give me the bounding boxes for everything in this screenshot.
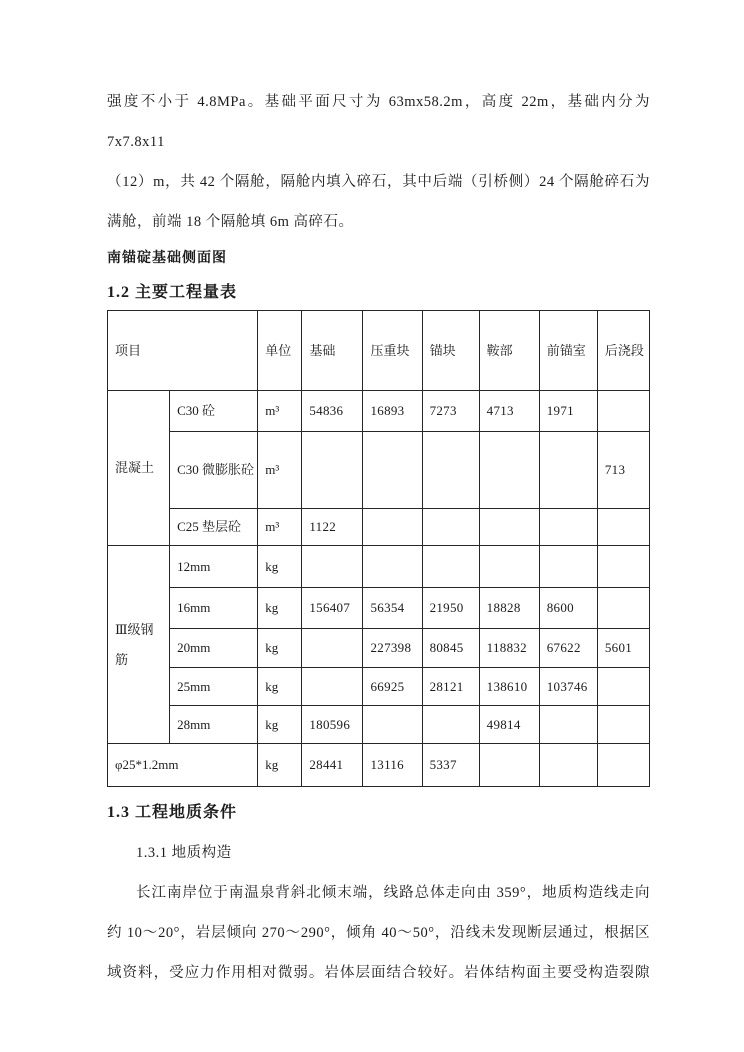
value-cell: 138610: [479, 668, 539, 706]
value-cell: 103746: [539, 668, 597, 706]
value-cell: 21950: [422, 588, 479, 629]
intro-line: 满舱，前端 18 个隔舱填 6m 高碎石。: [107, 214, 354, 230]
value-cell: [597, 706, 649, 744]
table-row: [108, 706, 650, 744]
item-cell: 16mm: [170, 588, 258, 629]
value-cell: [539, 546, 597, 588]
value-cell: 5337: [422, 744, 479, 787]
geology-line: 约 10～20°，岩层倾向 270～290°，倾角 40～50°，沿线未发现断层通过，根据区: [107, 925, 650, 941]
column-header: 单位: [258, 311, 302, 391]
item-cell: 12mm: [170, 546, 258, 588]
value-cell: [479, 744, 539, 787]
value-cell: [422, 706, 479, 744]
value-cell: [539, 432, 597, 509]
table-row: [108, 509, 650, 546]
column-header: 鞍部: [479, 311, 539, 391]
item-cell: C25 垫层砼: [170, 509, 258, 546]
group-cell: Ⅲ级钢筋: [108, 546, 170, 744]
column-header: 前锚室: [539, 311, 597, 391]
value-cell: [363, 509, 422, 546]
table-row: [108, 668, 650, 706]
page-content: [107, 0, 650, 993]
table-row: [108, 744, 650, 787]
unit-cell: kg: [258, 629, 302, 668]
value-cell: [597, 668, 649, 706]
table-row: [108, 546, 650, 588]
column-header: 锚块: [422, 311, 479, 391]
value-cell: [302, 629, 363, 668]
item-cell: C30 微膨胀砼: [170, 432, 258, 509]
value-cell: [597, 546, 649, 588]
value-cell: [597, 588, 649, 629]
unit-cell: m³: [258, 432, 302, 509]
unit-cell: kg: [258, 744, 302, 787]
value-cell: 1971: [539, 391, 597, 432]
table-header-row: [108, 311, 650, 391]
value-cell: 28121: [422, 668, 479, 706]
value-cell: 28441: [302, 744, 363, 787]
value-cell: 18828: [479, 588, 539, 629]
value-cell: [422, 546, 479, 588]
item-cell: 28mm: [170, 706, 258, 744]
value-cell: [597, 391, 649, 432]
value-cell: 56354: [363, 588, 422, 629]
intro-line: 强度不小于 4.8MPa。基础平面尺寸为 63mx58.2m，高度 22m，基础内分为 7x7.8x11: [107, 94, 650, 150]
value-cell: 13116: [363, 744, 422, 787]
value-cell: [597, 509, 649, 546]
value-cell: [302, 546, 363, 588]
intro-line: （12）m，共 42 个隔舱，隔舱内填入碎石，其中后端（引桥侧）24 个隔舱碎石为: [107, 174, 650, 190]
value-cell: 118832: [479, 629, 539, 668]
value-cell: [363, 706, 422, 744]
value-cell: [539, 706, 597, 744]
column-header: 压重块: [363, 311, 422, 391]
unit-cell: kg: [258, 668, 302, 706]
section-1-3-1-heading: 1.3.1 地质构造: [136, 845, 232, 861]
value-cell: 49814: [479, 706, 539, 744]
value-cell: [302, 668, 363, 706]
table-row: [108, 588, 650, 629]
value-cell: [479, 509, 539, 546]
value-cell: 80845: [422, 629, 479, 668]
quantities-table: [107, 310, 650, 787]
unit-cell: m³: [258, 509, 302, 546]
value-cell: [479, 546, 539, 588]
table-body: [108, 391, 650, 787]
value-cell: [302, 432, 363, 509]
value-cell: 1122: [302, 509, 363, 546]
value-cell: [539, 509, 597, 546]
column-header: 项目: [108, 311, 258, 391]
unit-cell: kg: [258, 588, 302, 629]
value-cell: 66925: [363, 668, 422, 706]
unit-cell: kg: [258, 546, 302, 588]
value-cell: 8600: [539, 588, 597, 629]
value-cell: [363, 432, 422, 509]
item-cell: φ25*1.2mm: [108, 744, 258, 787]
intro-paragraph: [107, 82, 650, 242]
value-cell: [363, 546, 422, 588]
value-cell: 54836: [302, 391, 363, 432]
value-cell: [479, 432, 539, 509]
table-row: [108, 432, 650, 509]
item-cell: C30 砼: [170, 391, 258, 432]
item-cell: 25mm: [170, 668, 258, 706]
column-header: 后浇段: [597, 311, 649, 391]
group-cell: 混凝土: [108, 391, 170, 546]
value-cell: [422, 509, 479, 546]
value-cell: 156407: [302, 588, 363, 629]
value-cell: 180596: [302, 706, 363, 744]
geology-line: 域资料，受应力作用相对微弱。岩体层面结合较好。岩体结构面主要受构造裂隙: [107, 965, 650, 981]
figure-caption: 南锚碇基础侧面图: [107, 251, 227, 266]
value-cell: 227398: [363, 629, 422, 668]
section-1-3-heading: 1.3 工程地质条件: [107, 804, 238, 821]
value-cell: [422, 432, 479, 509]
table-row: [108, 629, 650, 668]
section-1-2-heading: 1.2 主要工程量表: [107, 284, 238, 301]
table-row: [108, 391, 650, 432]
item-cell: 20mm: [170, 629, 258, 668]
unit-cell: kg: [258, 706, 302, 744]
value-cell: 5601: [597, 629, 649, 668]
value-cell: 67622: [539, 629, 597, 668]
unit-cell: m³: [258, 391, 302, 432]
value-cell: 4713: [479, 391, 539, 432]
column-header: 基础: [302, 311, 363, 391]
geology-line: 长江南岸位于南温泉背斜北倾末端，线路总体走向由 359°，地质构造线走向: [136, 885, 650, 901]
value-cell: 16893: [363, 391, 422, 432]
value-cell: 713: [597, 432, 649, 509]
geology-paragraph: [107, 873, 650, 993]
value-cell: [597, 744, 649, 787]
value-cell: 7273: [422, 391, 479, 432]
value-cell: [539, 744, 597, 787]
